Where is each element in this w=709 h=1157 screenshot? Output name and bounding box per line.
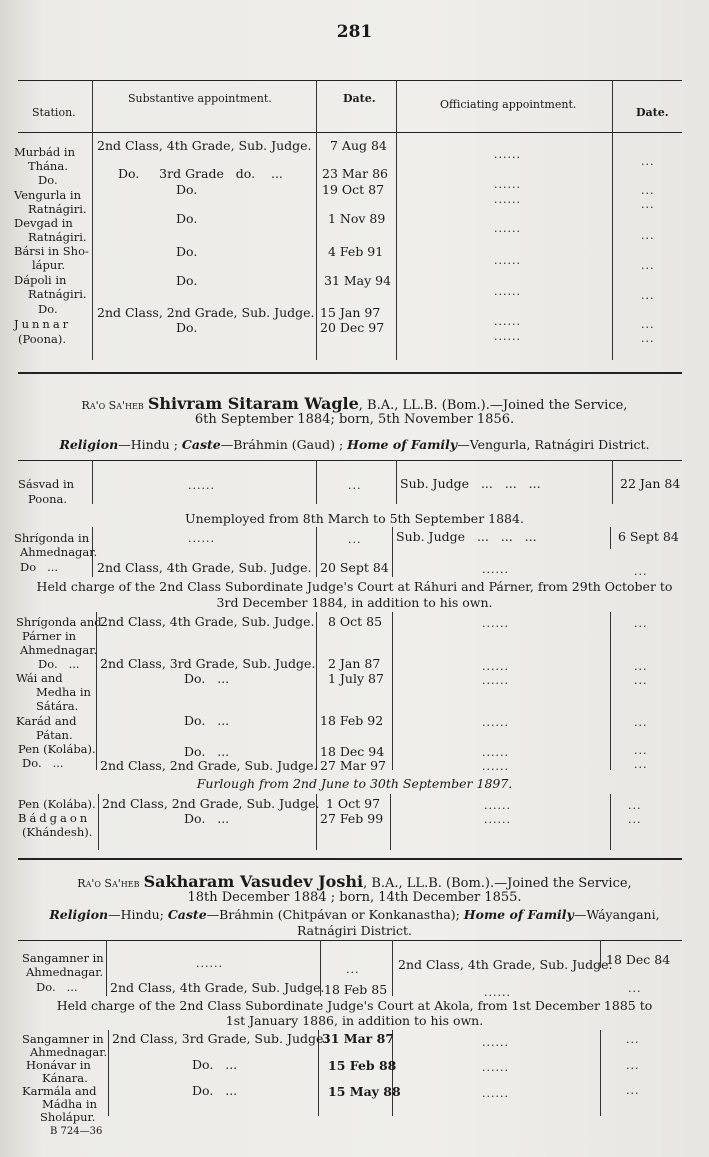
footer-signature: B 724—36 — [50, 1126, 103, 1137]
header-station: Station. — [32, 106, 76, 119]
station-cell: Junnar — [14, 317, 72, 331]
title-rest: , B.A., LL.B. (Bom.).—Joined the Service, — [363, 876, 632, 891]
furlough-note: Furlough from 2nd June to 30th September 1897. — [196, 776, 513, 791]
substantive-cell: Do. — [176, 273, 198, 288]
substantive-cell: Do. ... — [192, 1057, 238, 1072]
officiating-cell: ...... — [482, 746, 509, 759]
officiating-cell: ...... — [482, 660, 509, 673]
section-rule — [18, 372, 682, 374]
col-rule — [392, 612, 393, 770]
header-officiating: Officiating appointment. — [440, 98, 577, 111]
officer-details — [0, 437, 709, 453]
station-cell: Pen (Kolába). — [18, 742, 96, 756]
col-rule — [98, 794, 99, 850]
station-cell: Honávar in — [26, 1058, 91, 1072]
officiating-cell: ...... — [494, 315, 521, 328]
station-cell: Do. ... — [36, 980, 78, 994]
home-label: Home of Family — [463, 907, 574, 922]
held-charge-note-2: 3rd December 1884, in addition to his own. — [216, 595, 493, 610]
substantive-cell: 2nd Class, 3rd Grade, Sub. Judge. — [100, 656, 316, 671]
station-cell: Do. ... — [38, 657, 80, 671]
col-rule — [96, 612, 97, 770]
substantive-cell: Do. ... — [184, 713, 230, 728]
date-cell: ... — [346, 963, 360, 976]
date2-cell: ... — [641, 229, 655, 242]
station-cell: Wái and — [16, 671, 63, 685]
station-cell: Do. — [38, 173, 58, 187]
officiating-cell: ...... — [494, 193, 521, 206]
officer-title-line2: 18th December 1884 ; born, 14th December 1855. — [187, 890, 522, 905]
date-cell: 8 Oct 85 — [328, 614, 383, 629]
section-rule — [18, 858, 682, 860]
substantive-cell: 2nd Class, 2nd Grade, Sub. Judge. — [97, 305, 315, 320]
religion-value: —Hindu ; — [118, 437, 182, 452]
date-cell: 19 Oct 87 — [322, 182, 385, 197]
header-bottom-rule — [18, 132, 682, 133]
date-cell: 15 May 88 — [328, 1084, 401, 1099]
substantive-cell: Do. ... — [184, 744, 230, 759]
officiating-cell: ...... — [484, 986, 511, 999]
station-cell: Thána. — [28, 159, 68, 173]
station-cell: Do ... — [20, 560, 59, 574]
date-cell: 31 May 94 — [324, 273, 392, 288]
date2-cell: ... — [628, 813, 642, 826]
station-cell: Vengurla in — [14, 188, 82, 202]
date-cell: 27 Mar 97 — [320, 758, 386, 773]
station-cell: Devgad in — [14, 216, 73, 230]
date-cell: 15 Jan 97 — [320, 305, 381, 320]
station-cell: Karád and — [16, 714, 77, 728]
date-cell: 1 Oct 97 — [326, 796, 381, 811]
date2-cell: ... — [641, 155, 655, 168]
date2-cell: ... — [634, 617, 648, 630]
station-cell: Mádha in — [42, 1097, 97, 1111]
date2-cell: 6 Sept 84 — [618, 529, 679, 544]
date2-cell: ... — [641, 289, 655, 302]
home-value: —Vengurla, Ratnágiri District. — [457, 437, 650, 452]
date2-cell: ... — [626, 1033, 640, 1046]
station-cell: Do. — [38, 302, 58, 316]
station-cell: Sangamner in — [22, 1032, 104, 1046]
date2-cell: 22 Jan 84 — [620, 476, 681, 491]
caste-label: Caste — [181, 437, 221, 452]
title-rest: , B.A., LL.B. (Bom.).—Joined the Service, — [358, 398, 628, 413]
officiating-cell: ...... — [482, 1061, 509, 1074]
station-cell: Ratnágiri. — [28, 202, 87, 216]
officiating-cell: ...... — [482, 760, 509, 773]
station-cell: Do. ... — [22, 756, 64, 770]
officer-name: Shivram Sitaram Wagle — [147, 394, 359, 413]
date2-cell: ... — [626, 1084, 640, 1097]
header-substantive: Substantive appointment. — [128, 92, 272, 105]
substantive-cell: Do. — [176, 320, 198, 335]
station-cell: (Khándesh). — [22, 825, 93, 839]
col-rule — [106, 940, 107, 996]
date-cell: 7 Aug 84 — [330, 138, 387, 153]
date-cell: 18 Feb 92 — [320, 713, 384, 728]
col-rule — [92, 460, 93, 504]
date2-cell: ... — [634, 674, 648, 687]
date2-cell: ... — [634, 744, 648, 757]
col-rule — [610, 612, 611, 770]
officiating-cell: Sub. Judge ... ... ... — [396, 529, 537, 544]
station-cell: Ratnágiri. — [28, 230, 87, 244]
station-cell: Sholápur. — [40, 1110, 96, 1124]
date2-cell: ... — [641, 259, 655, 272]
col-rule — [610, 794, 611, 850]
substantive-cell: Do. 3rd Grade do. ... — [118, 166, 283, 181]
officiating-cell: ...... — [484, 799, 511, 812]
substantive-cell: Do. — [176, 211, 198, 226]
date2-cell: ... — [641, 318, 655, 331]
officiating-cell: Sub. Judge ... ... ... — [400, 476, 541, 491]
station-cell: Sátára. — [36, 699, 79, 713]
held-charge-note-2: 1st January 1886, in addition to his own. — [225, 1013, 484, 1028]
header-date: Date. — [343, 92, 376, 105]
substantive-cell: Do. ... — [184, 671, 230, 686]
officiating-cell: 2nd Class, 4th Grade, Sub. Judge. — [398, 957, 613, 972]
station-cell: Bársi in Sho- — [14, 244, 89, 258]
col-rule — [392, 527, 393, 577]
caste-value: —Bráhmin (Chitpávan or Konkanastha); — [206, 907, 464, 922]
officiating-cell: ...... — [482, 674, 509, 687]
officiating-cell: ...... — [494, 285, 521, 298]
substantive-cell: ...... — [188, 532, 215, 545]
date2-cell: ... — [634, 716, 648, 729]
station-cell: Bádgaon — [18, 811, 91, 825]
section-rule — [18, 940, 682, 941]
col-rule — [316, 460, 317, 504]
col-rule — [316, 612, 317, 770]
substantive-cell: Do. ... — [184, 811, 230, 826]
station-cell: Ahmednagar. — [20, 545, 98, 559]
col-rule — [610, 527, 611, 549]
date2-cell: 18 Dec 84 — [606, 952, 671, 967]
date2-cell: ... — [634, 565, 648, 578]
substantive-cell: 2nd Class, 2nd Grade, Sub. Judge. — [100, 758, 318, 773]
station-cell: Ahmednagar. — [30, 1045, 108, 1059]
officiating-cell: ...... — [482, 1087, 509, 1100]
header-date-2: Date. — [636, 106, 669, 119]
date2-cell: ... — [628, 982, 642, 995]
date2-cell: ... — [641, 198, 655, 211]
col-rule-2 — [316, 80, 317, 360]
title-prefix: Ra'o Sa'heb — [81, 399, 144, 412]
date2-cell: ... — [641, 184, 655, 197]
col-rule — [600, 1030, 601, 1116]
station-cell: Murbád in — [14, 145, 75, 159]
home-label: Home of Family — [347, 437, 458, 452]
station-cell: Pátan. — [36, 728, 73, 742]
station-cell: Ahmednagar. — [26, 965, 104, 979]
officiating-cell: ...... — [484, 813, 511, 826]
date-cell: 23 Mar 86 — [322, 166, 388, 181]
home-value: —Wáyangani, — [573, 907, 660, 922]
col-rule — [390, 794, 391, 850]
page-number: 281 — [336, 22, 373, 42]
date-cell: 18 Feb 85 — [324, 982, 388, 997]
unemployed-note: Unemployed from 8th March to 5th September 1884. — [185, 511, 524, 526]
substantive-cell: 2nd Class, 2nd Grade, Sub. Judge. — [102, 796, 320, 811]
station-cell: Pen (Kolába). — [18, 797, 96, 811]
religion-label: Religion — [59, 437, 119, 452]
date-cell: ... — [348, 479, 362, 492]
officer-details — [0, 907, 709, 923]
caste-value: —Bráhmin (Gaud) ; — [220, 437, 348, 452]
col-rule-3 — [396, 80, 397, 360]
substantive-cell: Do. — [176, 182, 198, 197]
officiating-cell: ...... — [482, 617, 509, 630]
station-cell: Shrígonda in — [14, 531, 90, 545]
col-rule — [392, 940, 393, 996]
date-cell: 18 Dec 94 — [320, 744, 385, 759]
date-cell: 2 Jan 87 — [328, 656, 381, 671]
substantive-cell: Do. — [176, 244, 198, 259]
col-rule — [396, 460, 397, 504]
station-cell: Párner in — [22, 629, 77, 643]
col-rule — [316, 527, 317, 577]
date-cell: 4 Feb 91 — [328, 244, 384, 259]
station-cell: lápur. — [32, 258, 66, 272]
officer-name: Sakharam Vasudev Joshi — [143, 872, 364, 891]
officiating-cell: ...... — [494, 148, 521, 161]
held-charge-note: Held charge of the 2nd Class Subordinate Judge's Court at Akola, from 1st December 1885 to — [56, 998, 653, 1013]
religion-value: —Hindu; — [108, 907, 168, 922]
substantive-cell: 2nd Class, 3rd Grade, Sub. Judge. — [112, 1031, 328, 1046]
officiating-cell: ...... — [494, 222, 521, 235]
held-charge-note: Held charge of the 2nd Class Subordinate Judge's Court at Ráhuri and Párner, from 29th October to — [36, 579, 673, 594]
station-cell: Sangamner in — [22, 951, 104, 965]
col-rule — [108, 1030, 109, 1116]
date2-cell: ... — [634, 758, 648, 771]
date2-cell: ... — [628, 799, 642, 812]
col-rule — [612, 460, 613, 504]
date-cell: 31 Mar 87 — [322, 1031, 395, 1046]
date-cell: 27 Feb 99 — [320, 811, 384, 826]
officer-title-line2: 6th September 1884; born, 5th November 1856. — [194, 412, 515, 427]
station-cell: Ahmednagar. — [20, 643, 98, 657]
date-cell: 1 Nov 89 — [328, 211, 386, 226]
officiating-cell: ...... — [482, 563, 509, 576]
station-cell: Kánara. — [42, 1071, 88, 1085]
substantive-cell: 2nd Class, 4th Grade, Sub. Judge. — [97, 560, 312, 575]
station-cell: Dápoli in — [14, 273, 67, 287]
caste-label: Caste — [167, 907, 207, 922]
date-cell: 20 Dec 97 — [320, 320, 385, 335]
officer-details-line2: Ratnágiri District. — [296, 923, 413, 938]
station-cell: Karmála and — [22, 1084, 97, 1098]
station-cell: Poona. — [28, 492, 68, 506]
substantive-cell: 2nd Class, 4th Grade, Sub. Judge. — [100, 614, 315, 629]
officiating-cell: ...... — [482, 716, 509, 729]
date2-cell: ... — [641, 332, 655, 345]
officiating-cell: ...... — [494, 254, 521, 267]
section-rule — [18, 460, 682, 461]
date-cell: 1 July 87 — [328, 671, 384, 686]
date-cell: 15 Feb 88 — [328, 1058, 397, 1073]
date2-cell: ... — [626, 1059, 640, 1072]
officiating-cell: ...... — [482, 1036, 509, 1049]
title-prefix: Ra'o Sa'heb — [77, 877, 140, 890]
substantive-cell: ...... — [196, 957, 223, 970]
col-rule-1 — [92, 80, 93, 360]
substantive-cell: Do. ... — [192, 1083, 238, 1098]
substantive-cell: 2nd Class, 4th Grade, Sub. Judge. — [97, 138, 312, 153]
col-rule-4 — [612, 80, 613, 360]
date-cell: ... — [348, 533, 362, 546]
religion-label: Religion — [49, 907, 109, 922]
station-cell: (Poona). — [18, 332, 67, 346]
officiating-cell: ...... — [494, 178, 521, 191]
station-cell: Sásvad in — [18, 477, 75, 491]
date-cell: 20 Sept 84 — [320, 560, 389, 575]
station-cell: Medha in — [36, 685, 91, 699]
header-top-rule — [18, 80, 682, 81]
station-cell: Shrígonda and — [16, 615, 102, 629]
substantive-cell: 2nd Class, 4th Grade, Sub. Judge. — [110, 980, 325, 995]
officiating-cell: ...... — [494, 330, 521, 343]
station-cell: Ratnágiri. — [28, 287, 87, 301]
substantive-cell: ...... — [188, 479, 215, 492]
date2-cell: ... — [634, 660, 648, 673]
